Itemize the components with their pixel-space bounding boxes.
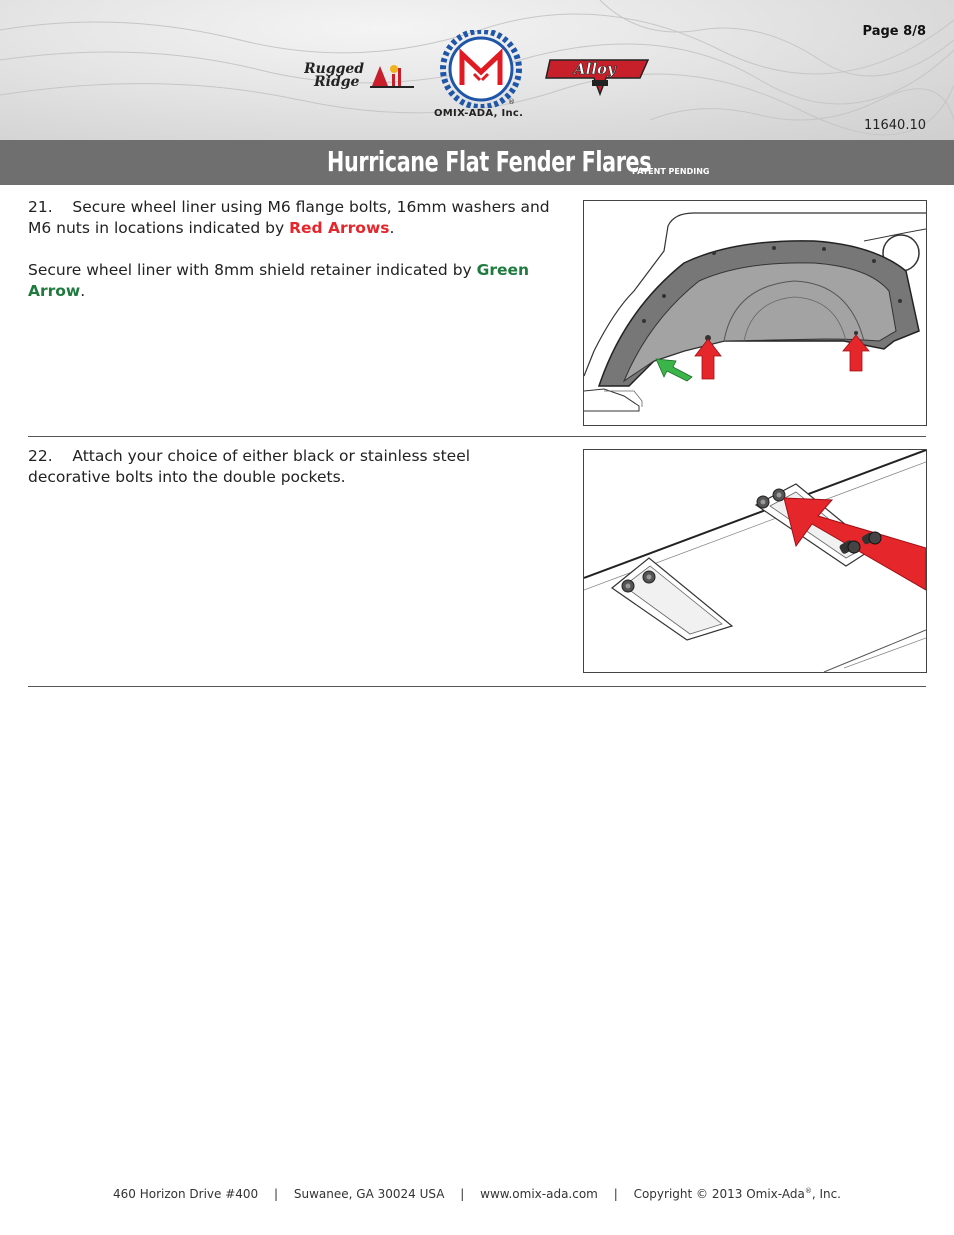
omix-ada-name: OMIX-ADA, Inc. [434,108,524,119]
section-divider [28,436,926,437]
registered-mark: ® [508,98,515,106]
rugged-ridge-logo [304,58,419,92]
wheel-liner-figure [583,200,927,426]
footer-address: 460 Horizon Drive #400 [113,1187,259,1201]
footer-city: Suwanee, GA 30024 USA [293,1187,445,1201]
step-text: Attach your choice of either black or stainless steel decorative bolts into the double pockets. [28,447,471,486]
decorative-bolts-figure [583,449,927,673]
footer-website-link[interactable]: www.omix-ada.com [480,1187,598,1201]
patent-pending-label: PATENT PENDING [632,167,710,176]
step-text-2: Secure wheel liner with 8mm shield retainer indicated by [28,261,477,279]
footer-separator: | [613,1187,618,1201]
footer-copyright-suffix: , Inc. [811,1187,841,1201]
step-21 [28,197,573,302]
alloy-logo [544,56,650,96]
step-number: 22. [28,447,53,465]
step-21-paragraph-1 [28,197,573,239]
footer-copyright: Copyright © 2013 Omix-Ada [633,1187,805,1201]
green-arrow-label: Green Arrow [28,261,530,300]
svg-text:Ridge: Ridge [314,74,360,90]
footer-separator: | [274,1187,279,1201]
svg-text:Alloy: Alloy [574,60,616,78]
step-21-paragraph-2 [28,260,573,302]
svg-text:Rugged: Rugged [304,61,365,77]
green-arrow [656,359,692,381]
document-title: Hurricane Flat Fender Flares [327,145,652,178]
step-text: Secure wheel liner using M6 flange bolts, 16mm washers and M6 nuts in locations indicated by [28,198,550,237]
document-number: 11640.10 [863,118,926,133]
red-arrows-label: Red Arrows [289,219,390,237]
page-number: Page 8/8 [862,24,926,39]
section-divider [28,686,926,687]
omix-ada-logo [440,30,522,108]
step-22 [28,446,528,488]
footer [0,1187,954,1201]
step-number: 21. [28,198,53,216]
footer-separator: | [460,1187,465,1201]
period: . [389,219,395,237]
period: . [80,282,86,300]
footer-reg-mark: ® [804,1187,812,1195]
